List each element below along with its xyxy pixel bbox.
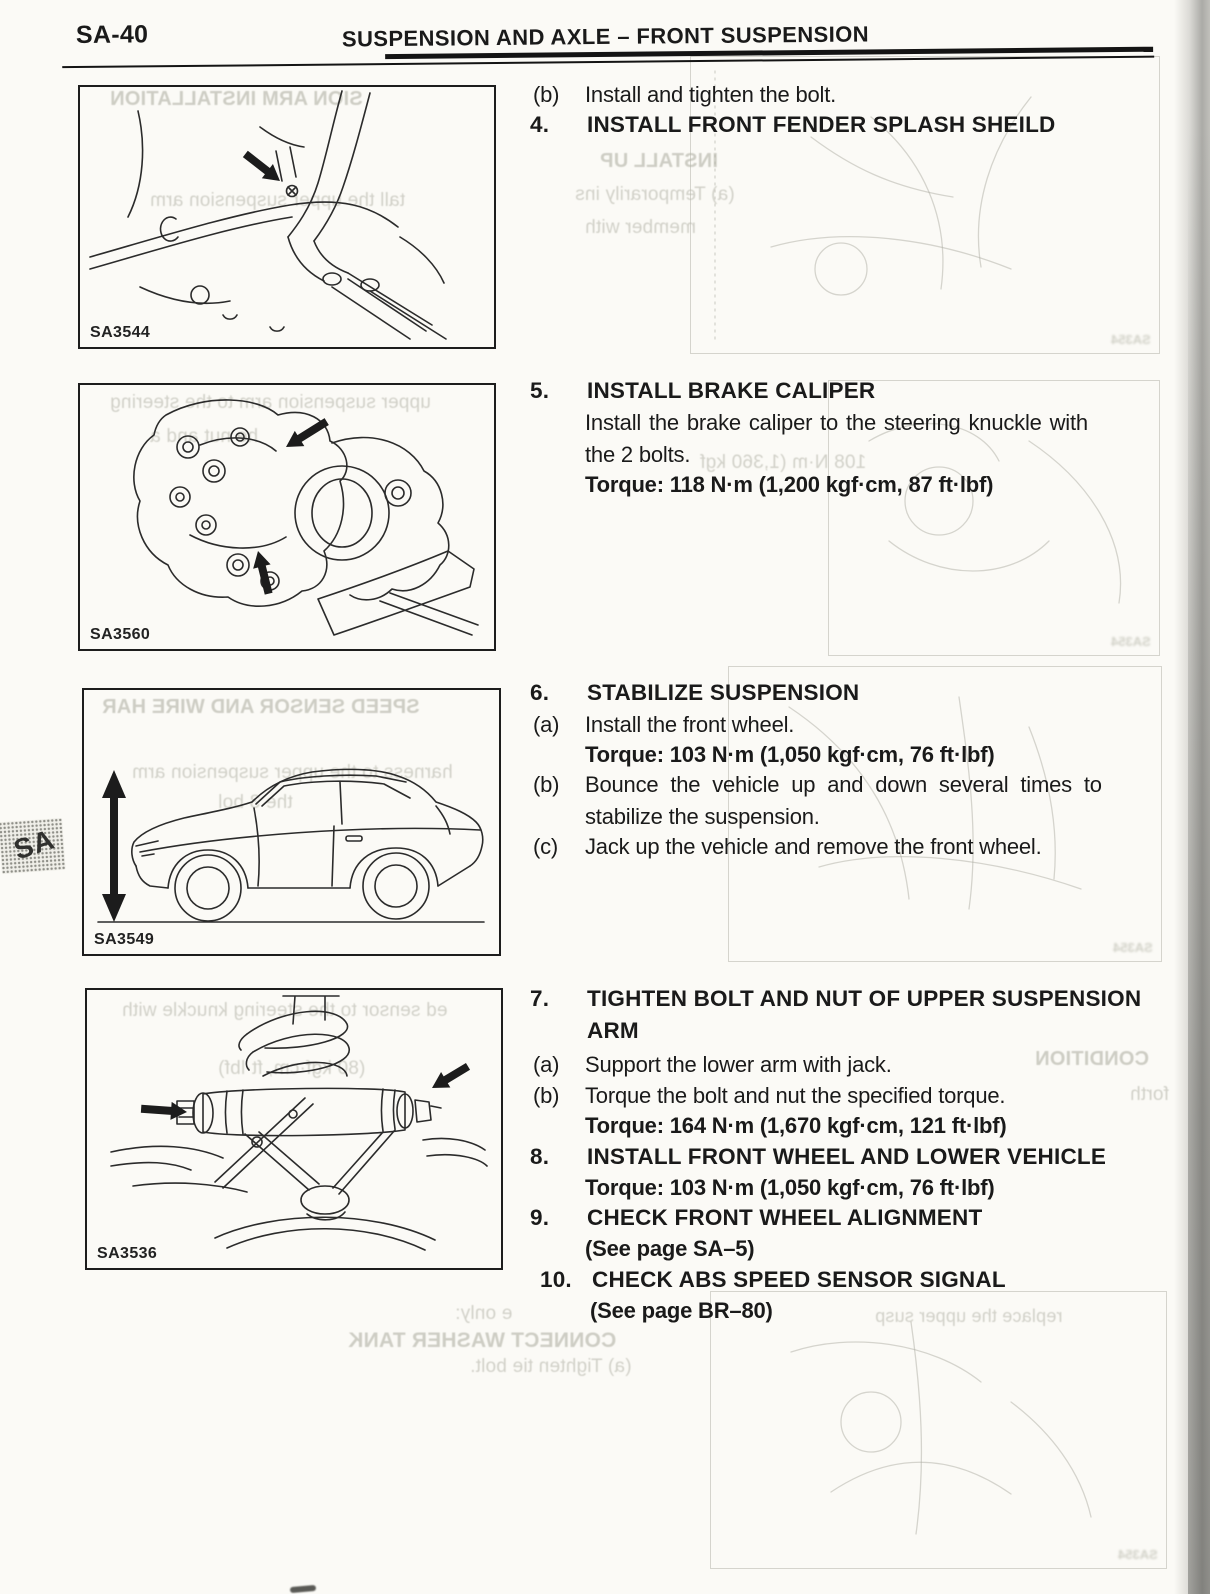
page-number: SA-40 (75, 20, 149, 50)
pointer-arrow (140, 1100, 187, 1121)
figure-caption: SA3560 (90, 626, 151, 643)
step7a-text: Support the lower arm with jack. (585, 1052, 892, 1077)
ghost-text: he nut and a (150, 426, 259, 447)
pointer-arrow (427, 1059, 472, 1096)
figure-caption: SA3544 (90, 324, 151, 341)
step10-page-ref: (See page BR–80) (590, 1298, 773, 1323)
ghost-text: ed sensor to the steering knuckle with (122, 1000, 448, 1021)
vehicle-side-view-illustration (84, 690, 495, 950)
step6a-torque: Torque: 103 N·m (1,050 kgf·cm, 76 ft·lbf) (585, 742, 995, 767)
figure-sa3560 (78, 383, 496, 651)
step10-title: CHECK ABS SPEED SENSOR SIGNAL (592, 1267, 1006, 1292)
step5-torque: Torque: 118 N·m (1,200 kgf·cm, 87 ft·lbf) (585, 472, 994, 497)
ghost-figure-label: SA354 (1113, 940, 1153, 955)
step9-page-ref: (See page SA–5) (585, 1236, 755, 1261)
ghost-text: (a) Temporarily ins (575, 184, 735, 205)
step7-title-line1: TIGHTEN BOLT AND NUT OF UPPER SUSPENSION (587, 986, 1142, 1011)
step3b-marker: (b) (533, 82, 560, 107)
step10-number: 10. (540, 1267, 572, 1292)
figure-sa3549 (82, 688, 501, 956)
step8-title: INSTALL FRONT WHEEL AND LOWER VEHICLE (587, 1144, 1107, 1169)
step6a-text: Install the front wheel. (585, 712, 795, 737)
step4-number: 4. (530, 112, 550, 137)
scan-edge-shadow-dark (1188, 0, 1210, 1594)
ghost-sketch-4 (711, 1292, 1166, 1568)
pointer-arrow (281, 414, 331, 455)
page-header (0, 0, 1210, 86)
ghost-text: (80 kgf·cm, ft·lbf) (218, 1058, 366, 1079)
step7-number: 7. (530, 986, 550, 1011)
step7-title-line2: ARM (587, 1018, 639, 1043)
ghost-text: harness to the upper suspension arm (132, 762, 453, 783)
upper-arm-spring-illustration (87, 990, 497, 1264)
ghost-figure-label: SA354 (1111, 332, 1151, 347)
ghost-text: replace the upper susp (875, 1306, 1063, 1326)
step8-torque: Torque: 103 N·m (1,050 kgf·cm, 76 ft·lbf) (585, 1175, 995, 1200)
step6c-marker: (c) (533, 834, 559, 859)
step5-title: INSTALL BRAKE CALIPER (587, 378, 876, 403)
ghost-text: upper suspension arm to the steering (110, 392, 431, 413)
ghost-text: CONDITION (1035, 1048, 1150, 1070)
ghost-figure-box-4 (710, 1291, 1167, 1569)
ghost-text: 108 N·m (1,360 kgf (700, 452, 867, 473)
section-tab-sa (0, 818, 66, 874)
ghost-text: INSTALL UP (600, 150, 718, 172)
figure-caption: SA3536 (97, 1245, 158, 1262)
ghost-text: SPEED SENSOR AND WIRE HAR (102, 696, 420, 718)
figure-sa3536 (85, 988, 503, 1270)
ghost-text: (a) Tighten tie bolt. (470, 1356, 632, 1377)
ghost-text: CONNECT WASHER TANK (348, 1329, 617, 1352)
step6c-text: Jack up the vehicle and remove the front wheel. (585, 834, 1042, 859)
ghost-text: forth (1130, 1084, 1170, 1105)
step3b-text: Install and tighten the bolt. (585, 82, 837, 107)
bounce-double-arrow (102, 770, 126, 922)
step5-number: 5. (530, 378, 550, 403)
ghost-text: the 3 bol (218, 792, 293, 813)
step7-torque: Torque: 164 N·m (1,670 kgf·cm, 121 ft·lbf) (585, 1113, 1007, 1138)
step7b-marker: (b) (533, 1083, 560, 1108)
scan-smudge (290, 1585, 316, 1593)
figure-caption: SA3549 (94, 931, 155, 948)
step6b-line2: stabilize the suspension. (585, 804, 820, 829)
step7a-marker: (a) (533, 1052, 560, 1077)
brake-caliper-illustration (80, 385, 490, 645)
page-title: SUSPENSION AND AXLE – FRONT SUSPENSION (341, 21, 870, 52)
ghost-text: e only: (455, 1303, 513, 1324)
step6-title: STABILIZE SUSPENSION (587, 680, 860, 705)
section-tab-label: SA (9, 823, 59, 866)
step6-number: 6. (530, 680, 550, 705)
step4-title: INSTALL FRONT FENDER SPLASH SHEILD (587, 112, 1056, 137)
step9-title: CHECK FRONT WHEEL ALIGNMENT (587, 1205, 983, 1230)
figure-sa3544 (78, 85, 496, 349)
step6b-line1: Bounce the vehicle up and down several times to (585, 772, 1102, 797)
step8-number: 8. (530, 1144, 550, 1169)
ghost-text: SION ARM INSTALLATION (110, 88, 363, 110)
step5-body-line2: the 2 bolts. (585, 442, 691, 467)
engine-bay-bolt-illustration (80, 87, 490, 343)
step5-body-line1: Install the brake caliper to the steering knuckle with (585, 410, 1088, 435)
ghost-figure-label: SA354 (1111, 634, 1151, 649)
step6b-marker: (b) (533, 772, 560, 797)
ghost-text: tall the upper suspension arm (150, 190, 406, 211)
header-rule-thin (62, 56, 1154, 68)
step7b-text: Torque the bolt and nut the specified torque. (585, 1083, 1006, 1108)
step9-number: 9. (530, 1205, 550, 1230)
ghost-figure-label: SA354 (1118, 1547, 1158, 1562)
step6a-marker: (a) (533, 712, 560, 737)
ghost-text: member with (585, 217, 696, 238)
